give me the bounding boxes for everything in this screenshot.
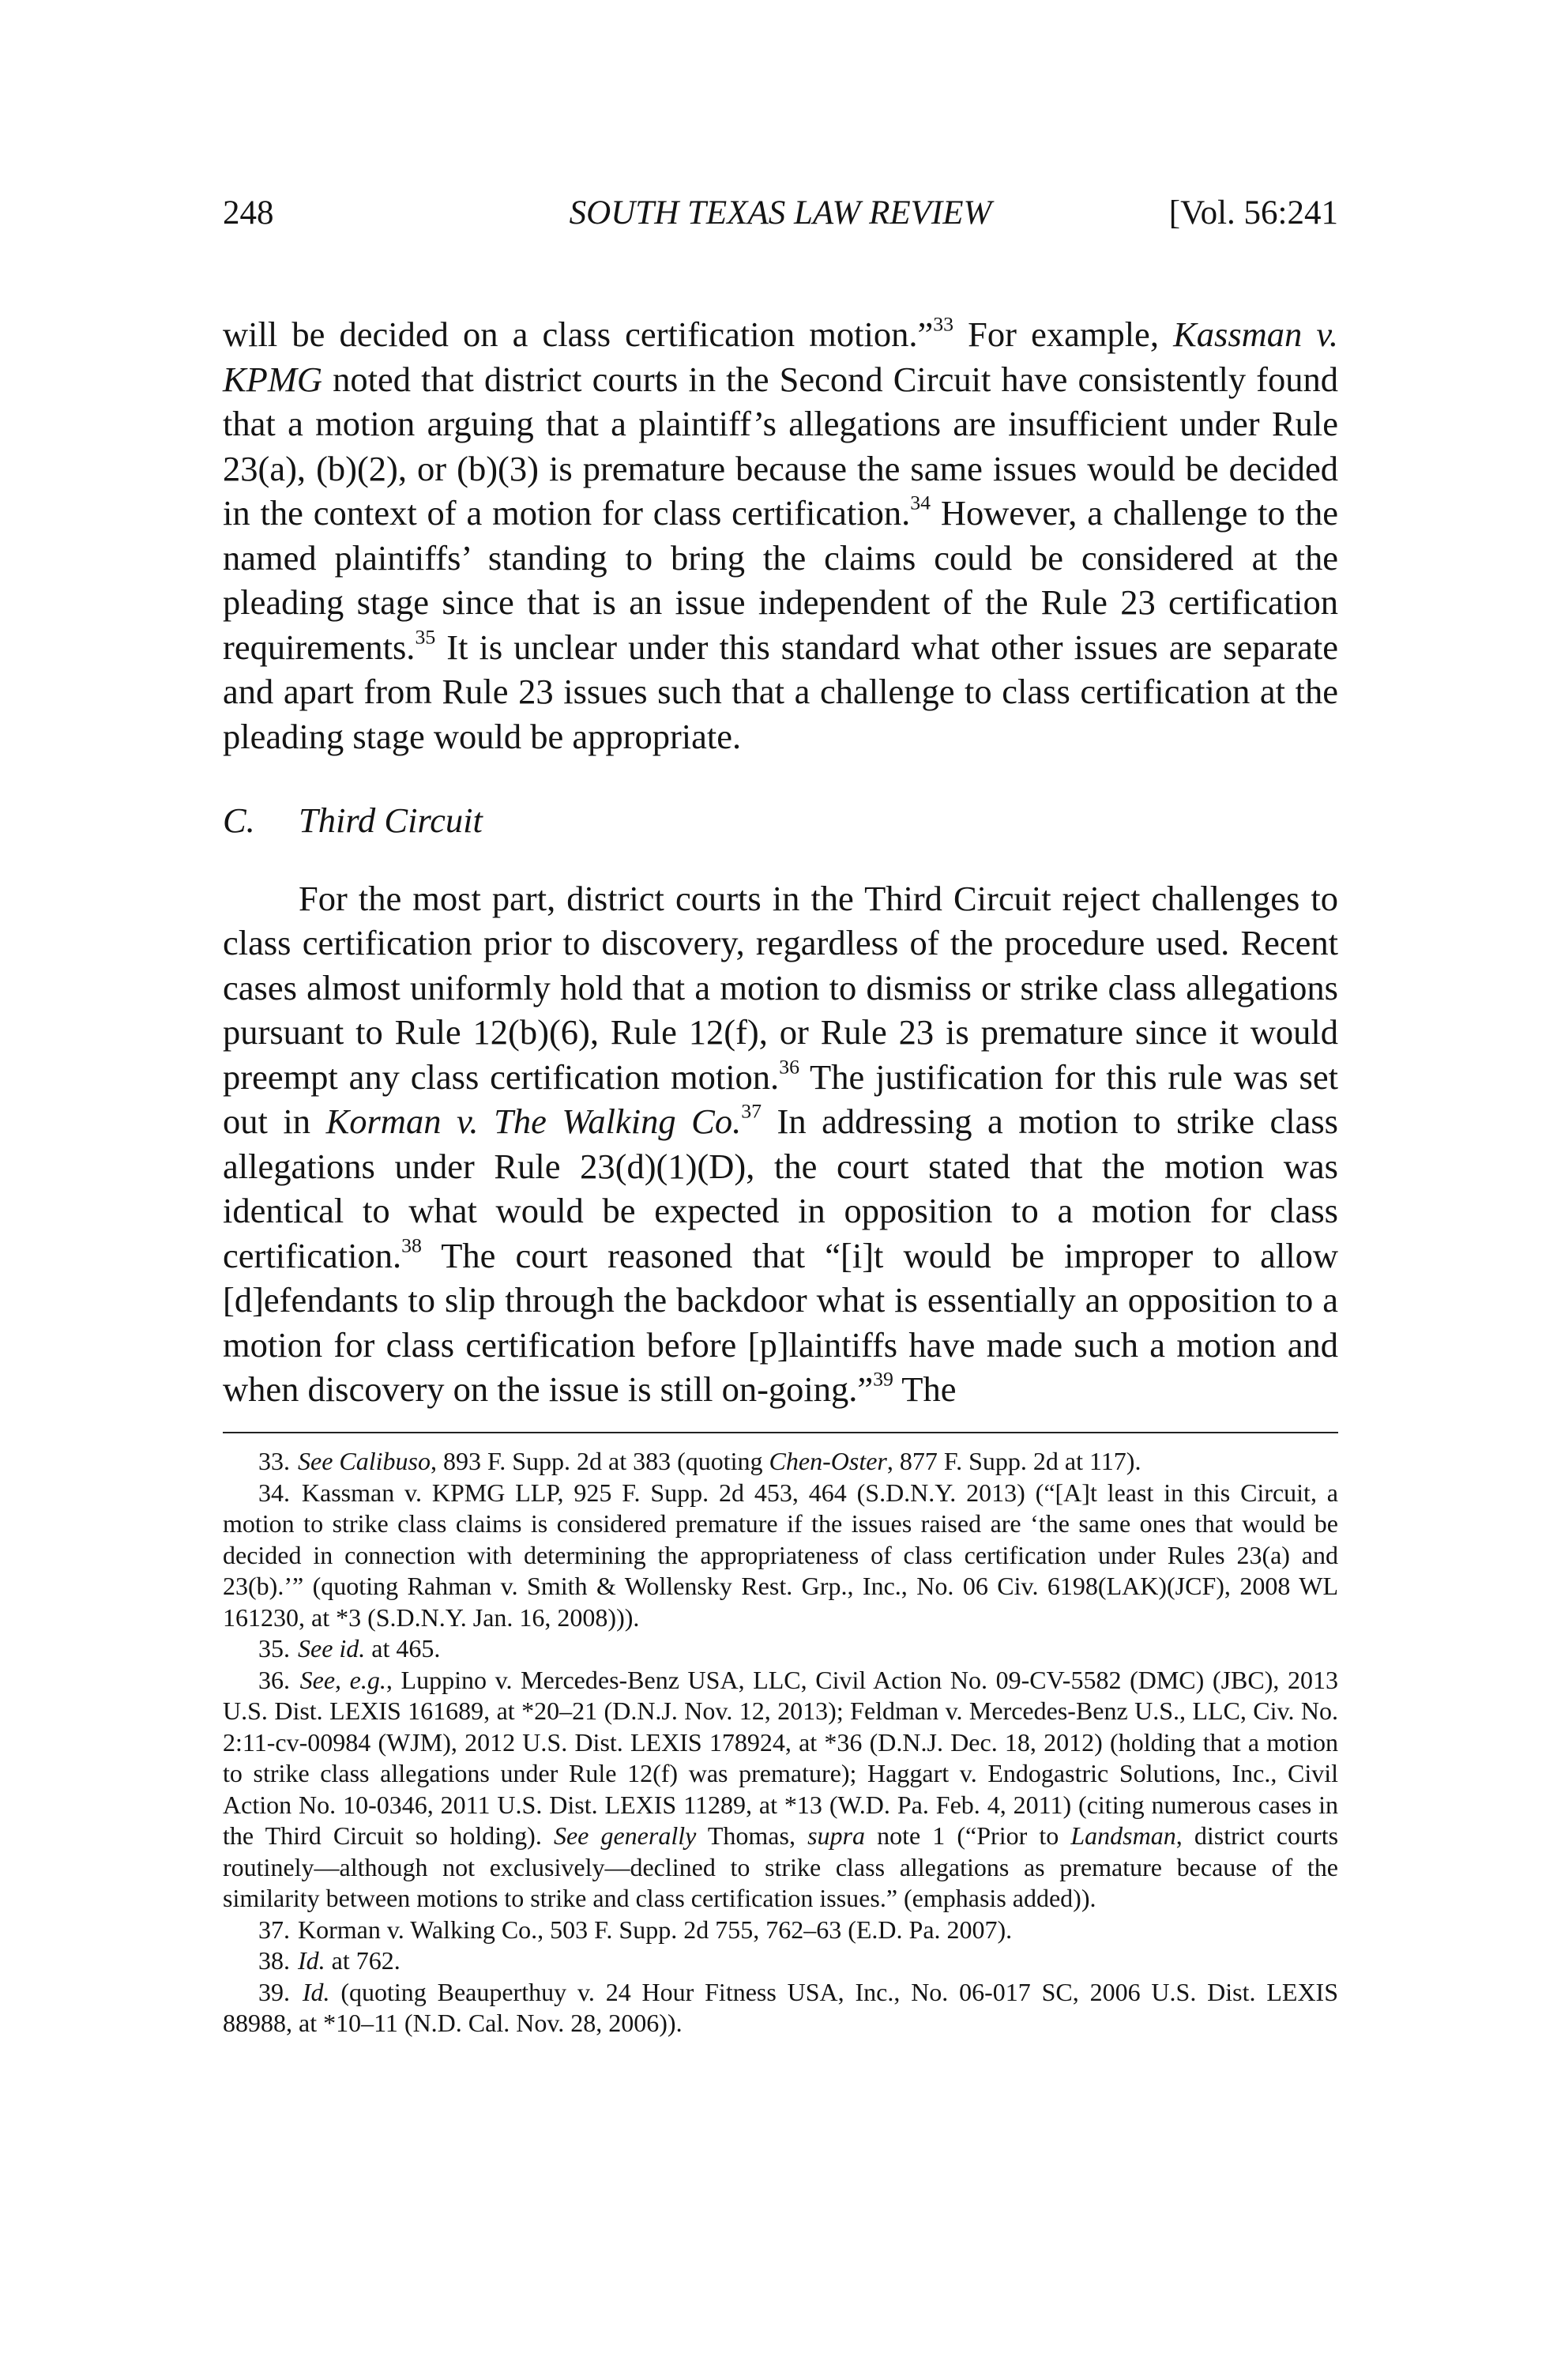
footnote-ref-34[interactable]: 34: [910, 491, 931, 514]
journal-title: SOUTH TEXAS LAW REVIEW: [569, 194, 992, 232]
footnote-ref-37[interactable]: 37: [741, 1099, 762, 1123]
case-name: Korman v. The Walking Co.: [325, 1102, 742, 1141]
section-title: Third Circuit: [299, 800, 483, 840]
main-text: [223, 312, 1338, 1412]
footnote-34: 34. Kassman v. KPMG LLP, 925 F. Supp. 2d 453, 464 (S.D.N.Y. 2013) (“[A]t least in this Circuit, a motion to strike class claims is considered premature if the issues raised are ‘the same ones that would be decided in connection with determining the appropriateness of class certification under Rules 23(a) and 23(b).’” (quoting Rahman v. Smith & Wollensky Rest. Grp., Inc., No. 06 Civ. 6198(LAK)(JCF), 2008 WL 161230, at *3 (S.D.N.Y. Jan. 16, 2008))).: [223, 1478, 1339, 1632]
running-header: [223, 190, 1338, 237]
paragraph-1: will be decided on a class certification motion.”$^{33}$ For example, Kassman v. KPMG noted that district courts in the Second Circuit have consistently found that a motion arguing that a plaintiff’s allegations are insufficient under Rule 23(a), (b)(2), or (b)(3) is premature because the same issues would be decided in the context of a motion for class certification.$^{34}$ However, a challenge to the named plaintiffs’ standing to bring the claims could be considered at the pleading stage since that is an issue independent of the Rule 23 certification requirements.$^{35}$ It is unclear under this standard what other issues are separate and apart from Rule 23 issues such that a challenge to class certification at the pleading stage would be appropriate.: [223, 312, 1339, 756]
footnote-ref-39[interactable]: 39: [873, 1367, 893, 1391]
footnote-37: 37. Korman v. Walking Co., 503 F. Supp. 2d 755, 762–63 (E.D. Pa. 2007).: [258, 1915, 1013, 1944]
footnotes: [223, 1446, 1338, 2039]
footnote-divider: [223, 1432, 1338, 1433]
footnote-ref-38[interactable]: 38: [401, 1233, 422, 1257]
footnote-38: 38. Id. at 762.: [258, 1946, 401, 1975]
footnote-ref-36[interactable]: 36: [779, 1055, 799, 1079]
paragraph-2: For the most part, district courts in the Third Circuit reject challenges to class certification prior to discovery, regardless of the procedure used. Recent cases almost uniformly hold that a motion to dismiss or strike class allegations pursuant to Rule 12(b)(6), Rule 12(f), or Rule 23 is premature since it would preempt any class certification motion.$^{36}$ The justification for this rule was set out in Korman v. The Walking Co.$^{37}$ In addressing a motion to strike class allegations under Rule 23(d)(1)(D), the court stated that the motion was identical to what would be expected in opposition to a motion for class certification.$^{38}$ The court reasoned that “[i]t would be improper to allow [d]efendants to slip through the backdoor what is essentially an opposition to a motion for class certification before [p]laintiffs have made such a motion and when discovery on the issue is still on-going.”$^{39}$ The: [223, 878, 1338, 1409]
footnote-33: 33. See Calibuso, 893 F. Supp. 2d at 383 (quoting Chen-Oster, 877 F. Supp. 2d at 117).: [258, 1447, 1141, 1475]
section-heading: [223, 798, 1338, 843]
footnote-ref-33[interactable]: 33: [933, 312, 953, 336]
footnote-36: 36. See, e.g., Luppino v. Mercedes-Benz USA, LLC, Civil Action No. 09-CV-5582 (DMC) (JBC), 2013 U.S. Dist. LEXIS 161689, at *20–21 (D.N.J. Nov. 12, 2013); Feldman v. Mercedes-Benz U.S., LLC, Civ. No. 2:11-cv-00984 (WJM), 2012 U.S. Dist. LEXIS 178924, at *36 (D.N.J. Dec. 18, 2012) (holding that a motion to strike class allegations under Rule 12(f) was premature); Haggart v. Endogastric Solutions, Inc., Civil Action No. 10-0346, 2011 U.S. Dist. LEXIS 11289, at *13 (W.D. Pa. Feb. 4, 2011) (citing numerous cases in the Third Circuit so holding). See generally Thomas, supra note 1 (“Prior to Landsman, district courts routinely—although not exclusively—declined to strike class allegations as premature because of the similarity between motions to strike and class certification issues.” (emphasis added)).: [223, 1665, 1339, 1912]
footnote-39: 39. Id. (quoting Beauperthuy v. 24 Hour Fitness USA, Inc., No. 06-017 SC, 2006 U.S. Dist. LEXIS 88988, at *10–11 (N.D. Cal. Nov. 28, 2006)).: [223, 1977, 1339, 2037]
footnote-35: 35. See id. at 465.: [258, 1634, 441, 1663]
section-letter: C.: [223, 800, 255, 840]
footnote-ref-35[interactable]: 35: [415, 625, 436, 649]
case-name: Kassman v. KPMG: [223, 314, 1338, 399]
page-number: 248: [223, 194, 274, 232]
volume-citation: [Vol. 56:241: [1168, 194, 1338, 232]
